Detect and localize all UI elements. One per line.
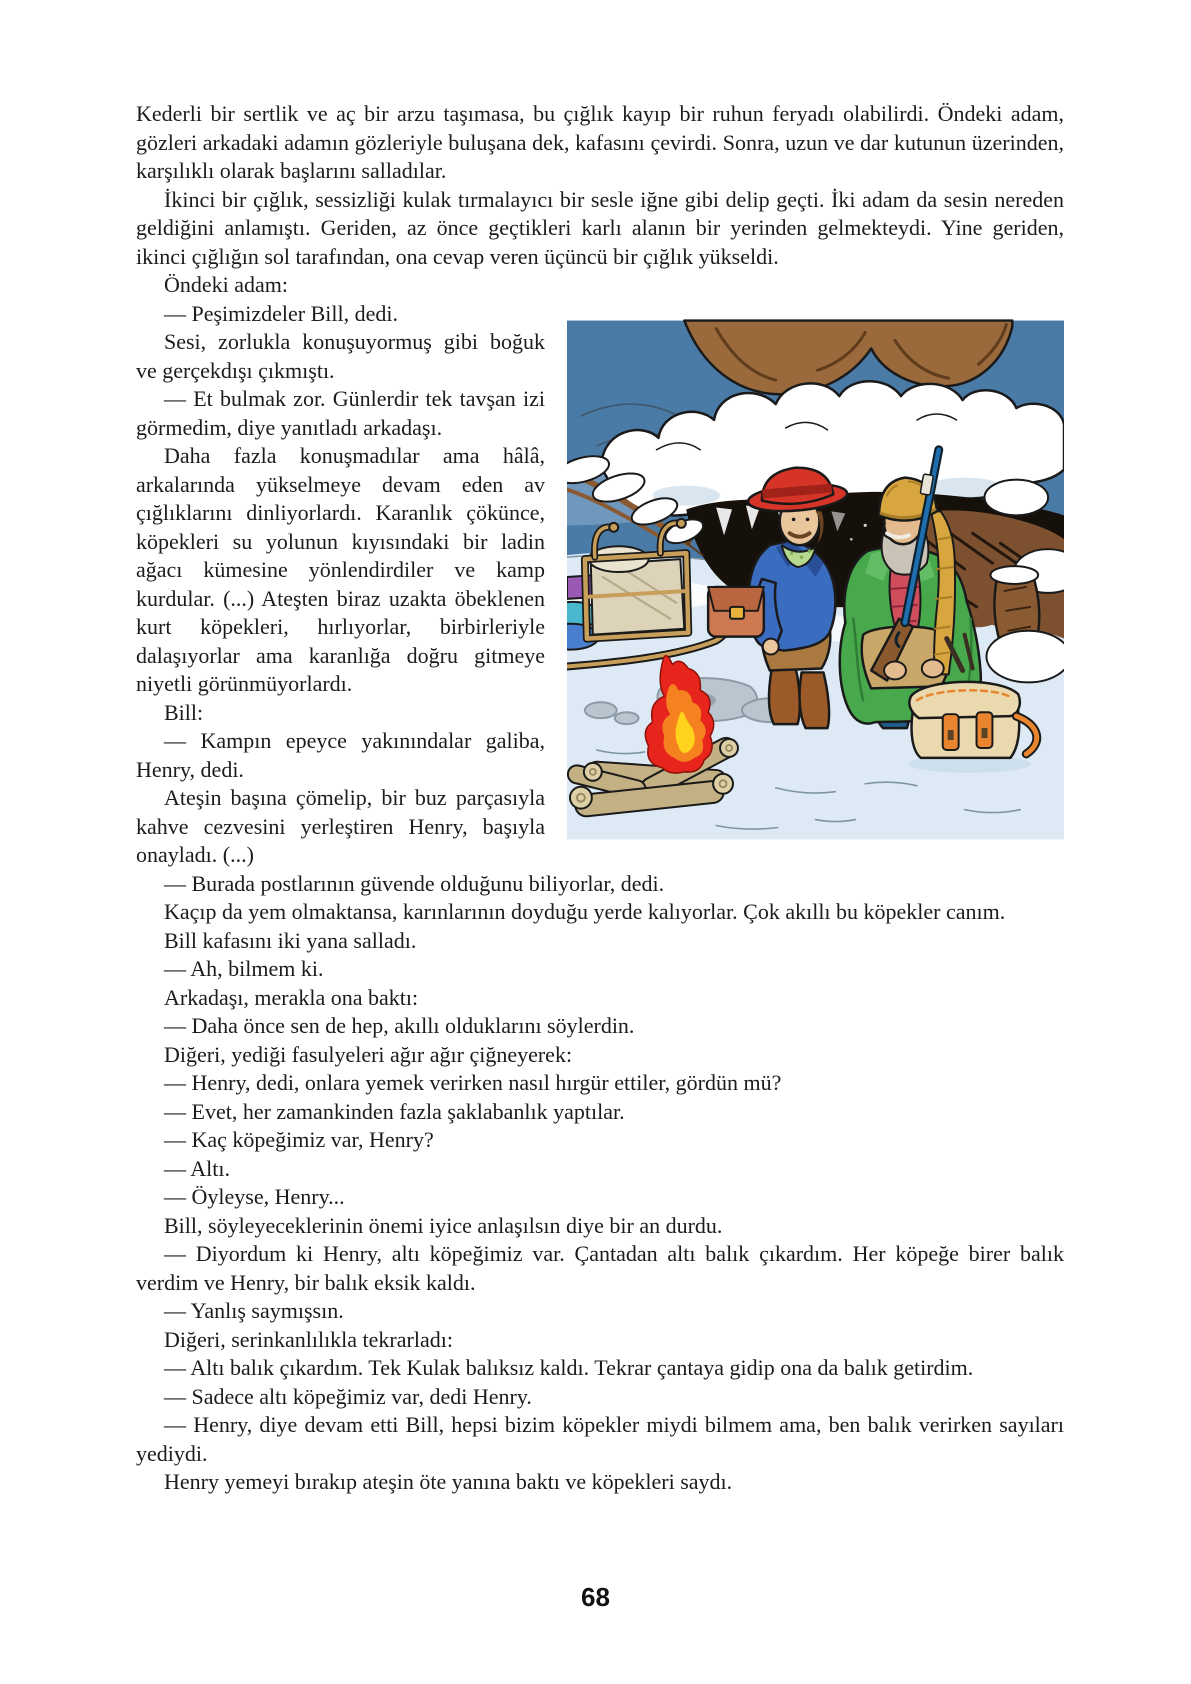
paragraph: — Daha önce sen de hep, akıllı olduklarını söylerdin. (164, 1013, 635, 1038)
paragraph: — Evet, her zamankinden fazla şaklabanlık yaptılar. (164, 1098, 625, 1124)
paragraph: Kederli bir sertlik ve aç bir arzu taşımasa, bu çığlık kayıp bir ruhun feryadı olabilirdi. Öndeki adam, gözleri arkadaki adamın gözleriyle buluşana dek, kafasını çevirdi. Sonra, uzun ve dar kutunun üzerinden, karşılıklı olarak başlarını salladılar. (136, 101, 1064, 183)
paragraph: — Ah, bilmem ki. (164, 956, 324, 981)
paragraph: Öndeki adam: (164, 272, 289, 297)
paragraph: — Diyordum ki Henry, altı köpeğimiz var. Çantadan altı balık çıkardım. Her köpeğe birer balık verdim ve Henry, bir balık eksik kaldı. (136, 1241, 1064, 1295)
paragraph: Sesi, zorlukla konuşuyormuş gibi boğuk ve gerçekdışı çıkmıştı. (136, 329, 545, 383)
paragraph: Diğeri, serinkanlılıkla tekrarladı: (164, 1326, 453, 1352)
paragraph: — Kaç köpeğimiz var, Henry? (164, 1127, 434, 1152)
paragraph: — Peşimizdeler Bill, dedi. (164, 300, 399, 326)
page-number: 68 (581, 1582, 610, 1612)
story-illustration (567, 319, 1064, 841)
intro-paragraphs (136, 100, 1064, 271)
paragraph: Bill kafasını iki yana salladı. (164, 927, 417, 953)
paragraph: Daha fazla konuşmadılar ama hâlâ, arkalarında yükselmeye devam eden av çığlıklarını dinliyorlardı. Karanlık çökünce, köpekleri su yolunun kıyısındaki bir ladin ağacı kümesine yönlendirdiler ve kamp kurdular. (...) Ateşten biraz uzakta öbeklenen kurt köpekleri, hırlıyorlar, birbirleriyle dalaşıyorlar ama karanlığa doğru gitmeye niyetli görünmüyorlardı. (136, 443, 545, 696)
paragraph: İkinci bir çığlık, sessizliği kulak tırmalayıcı bir sesle iğne gibi delip geçti. İki adam da sesin nereden geldiğini anlamıştı. Geriden, az önce geçtikleri karlı alanın bir yerinden gelmekteydi. Yine geriden, ikinci çığlığın sol tarafından, ona cevap veren üçüncü bir çığlık yükseldi. (136, 186, 1064, 269)
paragraph: — Burada postlarının güvende olduğunu biliyorlar, dedi. (164, 870, 665, 896)
paragraph: — Altı balık çıkardım. Tek Kulak balıksız kaldı. Tekrar çantaya gidip ona da balık getirdim. (164, 1355, 974, 1380)
illustration-canvas (567, 319, 1064, 841)
paragraph: — Sadece altı köpeğimiz var, dedi Henry. (164, 1383, 532, 1409)
paragraph: Arkadaşı, merakla ona baktı: (164, 984, 419, 1010)
paragraph: Kaçıp da yem olmaktansa, karınlarının doyduğu yerde kalıyorlar. Çok akıllı bu köpekler canım. (164, 899, 1006, 924)
paragraph: — Yanlış saymışsın. (164, 1298, 344, 1323)
paragraph: Bill, söyleyeceklerinin önemi iyice anlaşılsın diye bir an durdu. (164, 1212, 723, 1238)
paragraph: — Et bulmak zor. Günlerdir tek tavşan izi görmedim, diye yanıtladı arkadaşı. (136, 386, 545, 440)
paragraph: — Henry, diye devam etti Bill, hepsi bizim köpekler miydi bilmem ama, ben balık verirken sayıları yediydi. (136, 1412, 1064, 1466)
paragraph: — Kampın epeyce yakınındalar galiba, Henry, dedi. (136, 728, 545, 782)
paragraph: Henry yemeyi bırakıp ateşin öte yanına baktı ve köpekleri saydı. (164, 1469, 733, 1494)
paragraph: — Henry, dedi, onlara yemek verirken nasıl hırgür ettiler, gördün mü? (164, 1070, 782, 1095)
paragraph: Diğeri, yediği fasulyeleri ağır ağır çiğneyerek: (164, 1041, 573, 1067)
paragraph: — Altı. (164, 1155, 231, 1181)
story-text (136, 100, 1064, 1497)
paragraph: Ateşin başına çömelip, bir buz parçasıyla kahve cezvesini yerleştiren Henry, başıyla onayladı. (...) (136, 785, 545, 867)
paragraph: — Öyleyse, Henry... (164, 1184, 345, 1209)
paragraph: Bill: (164, 699, 204, 725)
